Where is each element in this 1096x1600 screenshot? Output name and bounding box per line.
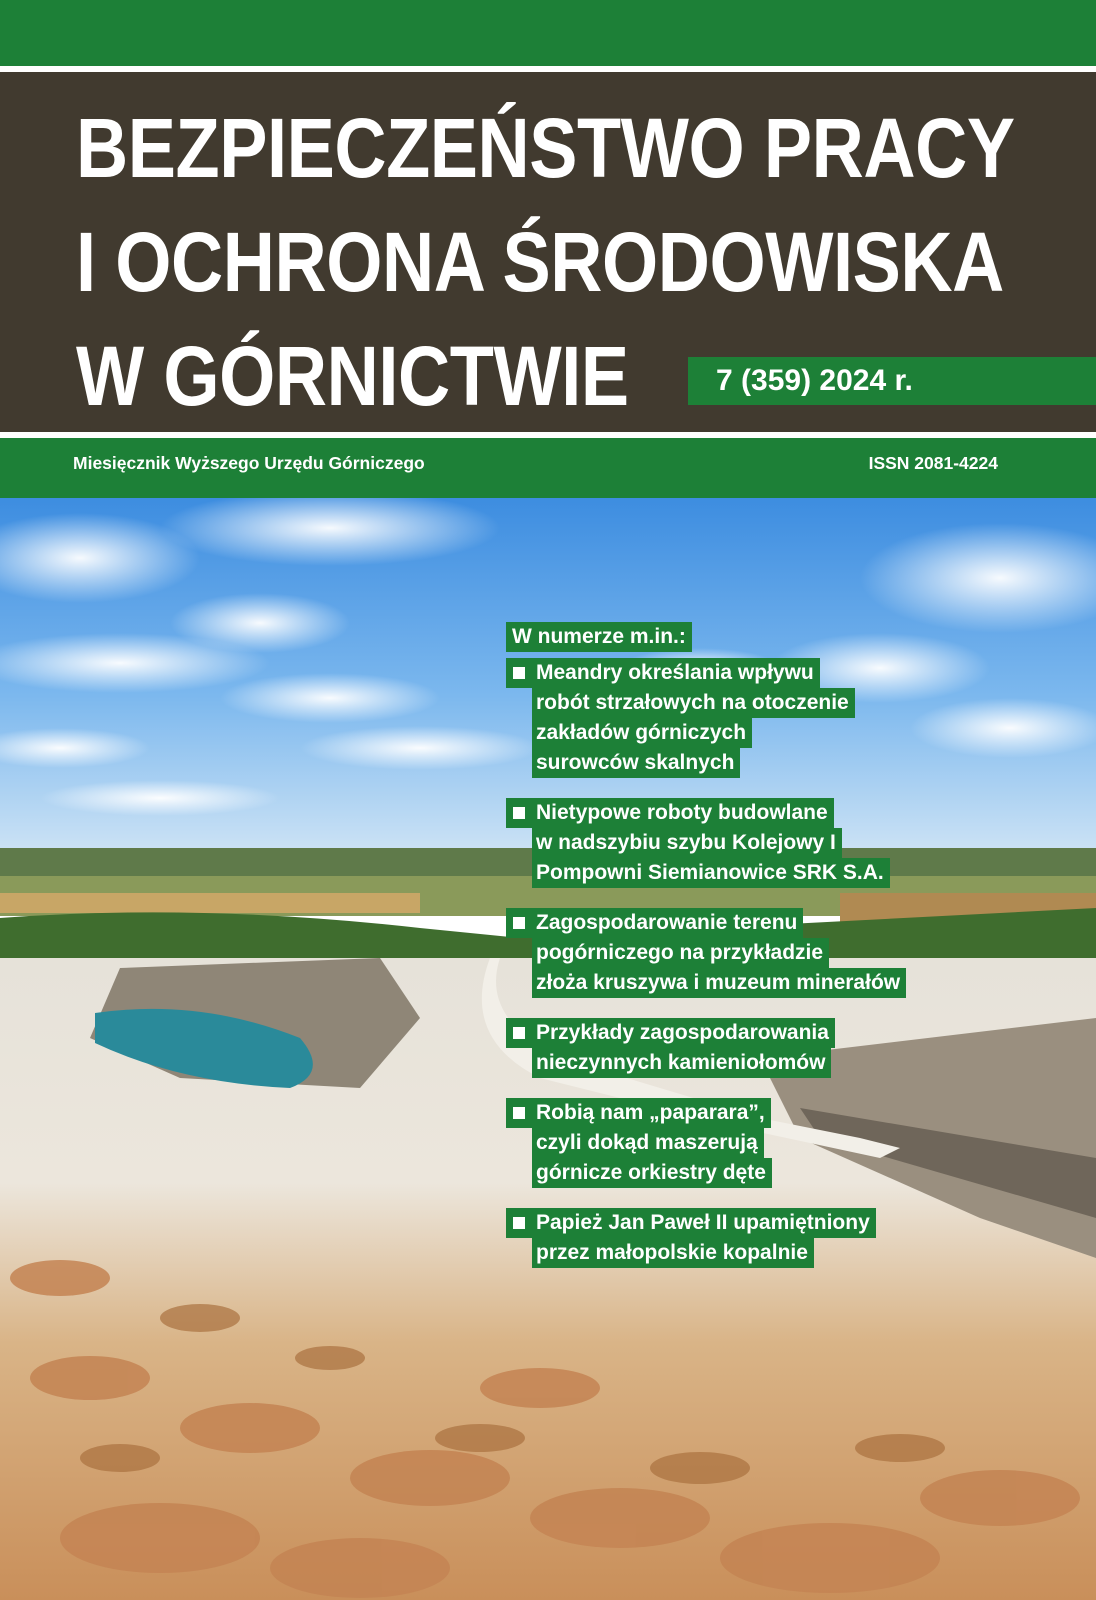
contents-item-2-line-2: w nadszybiu szybu Kolejowy I: [532, 828, 842, 858]
contents-item-4-line-2: nieczynnych kamieniołomów: [532, 1048, 831, 1078]
subtitle-bar: [0, 438, 1096, 498]
contents-item-1-line-2: robót strzałowych na otoczenie: [532, 688, 855, 718]
square-bullet-icon: [506, 798, 532, 828]
masthead-title-line-1: BEZPIECZEŃSTWO PRACY: [76, 101, 1015, 195]
contents-item-2-line-3: Pompowni Siemianowice SRK S.A.: [532, 858, 890, 888]
square-bullet-icon: [506, 1098, 532, 1128]
contents-item-5-line-1: Robią nam „paparara”,: [532, 1098, 771, 1128]
contents-item-5-line-3: górnicze orkiestry dęte: [532, 1158, 772, 1188]
contents-item-1-line-3: zakładów górniczych: [532, 718, 752, 748]
contents-item-5-line-2: czyli dokąd maszerują: [532, 1128, 764, 1158]
contents-item-1-line-1: Meandry określania wpływu: [532, 658, 820, 688]
contents-heading: W numerze m.in.:: [506, 622, 692, 652]
contents-item-3-line-2: pogórniczego na przykładzie: [532, 938, 829, 968]
square-bullet-icon: [506, 908, 532, 938]
masthead-title-line-2: I OCHRONA ŚRODOWISKA: [76, 215, 1004, 309]
top-green-bar: [0, 0, 1096, 66]
contents-item-6-line-1: Papież Jan Paweł II upamiętniony: [532, 1208, 876, 1238]
contents-item-6-line-2: przez małopolskie kopalnie: [532, 1238, 814, 1268]
contents-item-3-line-1: Zagospodarowanie terenu: [532, 908, 803, 938]
contents-item-3-line-3: złoża kruszywa i muzeum minerałów: [532, 968, 906, 998]
contents-item-4-line-1: Przykłady zagospodarowania: [532, 1018, 835, 1048]
square-bullet-icon: [506, 658, 532, 688]
issue-number: 7 (359) 2024 r.: [688, 357, 1096, 405]
square-bullet-icon: [506, 1018, 532, 1048]
contents-item-1-line-4: surowców skalnych: [532, 748, 740, 778]
contents-item-2-line-1: Nietypowe roboty budowlane: [532, 798, 834, 828]
publisher-subtitle: Miesięcznik Wyższego Urzędu Górniczego: [73, 453, 425, 473]
square-bullet-icon: [506, 1208, 532, 1238]
issn-label: ISSN 2081-4224: [868, 453, 998, 473]
masthead-title-line-3: W GÓRNICTWIE: [76, 329, 629, 423]
